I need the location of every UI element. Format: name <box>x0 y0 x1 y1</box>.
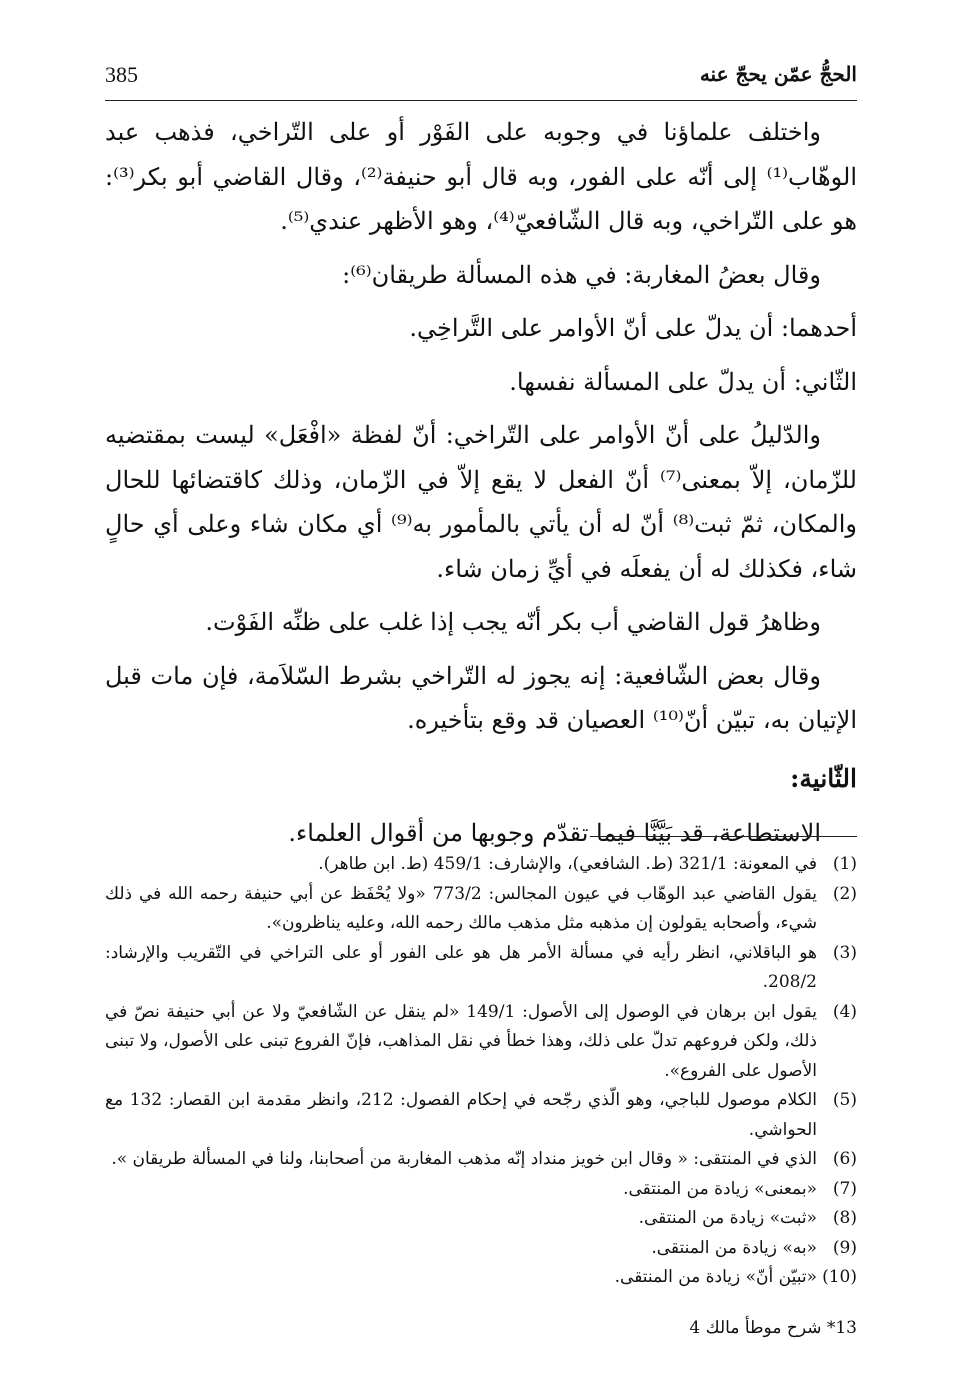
footnote <box>105 1234 857 1264</box>
paragraph-3: أحدهما: أن يدلّ على أنّ الأوامر على التَّراخِي. <box>409 314 857 342</box>
paragraph-7: وقال بعض الشّافعية: إنه يجوز له التّراخي بشرط السّلاَمة، فإن مات قبل الإتيان به، تبيّن أنّ⁽¹⁰⁾ العصيان قد وقع بتأخيره. <box>105 661 857 734</box>
footnote-number: (2) <box>832 883 857 904</box>
footnote-number: (9) <box>832 1237 857 1258</box>
footnote-text: «ثبت» زيادة من المنتقى. <box>638 1208 817 1228</box>
page-number: 385 <box>105 62 138 87</box>
footnote <box>105 1204 857 1234</box>
paragraph-2: وقال بعضُ المغاربة: في هذه المسألة طريقان⁽⁶⁾: <box>342 260 821 289</box>
footnote <box>105 850 857 880</box>
footnote <box>105 939 857 998</box>
footnote-text: الكلام موصول للباجي، وهو الّذي رجّحه في إحكام الفصول: 212، وانظر مقدمة ابن القصار: 132 مع الحواشي. <box>105 1090 817 1140</box>
footnote-text: «به» زيادة من المنتقى. <box>651 1237 817 1258</box>
footnote-number: (4) <box>832 1001 857 1022</box>
paragraph-5: والدّليلُ على أنّ الأوامر على التّراخي: أنّ لفظة «افْعَل» ليست بمقتضيه للزّمان، إلاّ بمعنى⁽⁷⁾ أنّ الفعل لا يقع إلاّ في الزّمان، وذلك كاقتضائها للحال والمكان، ثمّ ثبت⁽⁸⁾ أنّ له أن يأتي بالمأمور به⁽⁹⁾ أي مكان شاء وعلى أي حالٍ شاء، فكذلك له أن يفعلَه في أيِّ زمان شاء. <box>105 421 857 583</box>
footnote-text: هو الباقلاني، انظر رأيه في مسألة الأمر هل هو على الفور أو على التراخي في التّقريب والإرشاد: 208/2. <box>105 942 817 992</box>
footnote-text: «بمعنى» زيادة من المنتقى. <box>623 1178 817 1199</box>
footnote-number: (6) <box>832 1149 857 1169</box>
footnote-text: في المعونة: 321/1 (ط. الشافعي)، والإشارف: 459/1 (ط. ابن طاهر). <box>318 854 817 874</box>
footnote-number: (3) <box>832 942 857 963</box>
footnote <box>105 1263 857 1293</box>
footnote-text: يقول القاضي عبد الوهّاب في عيون المجالس: 773/2 «ولا يُحْفَظ عن أبي حنيفة رحمه الله في ذلك شيء، وأصحابه يقولون إن مذهبه مثل مذهب مالك رحمه الله، وعليه يناظرون». <box>105 883 817 933</box>
footnote <box>105 1086 857 1145</box>
signature-mark: 13* شرح موطأ مالك 4 <box>689 1318 857 1338</box>
footnote-number: (7) <box>832 1178 857 1199</box>
footnote-number: (8) <box>832 1208 857 1228</box>
footnote <box>105 998 857 1087</box>
footnote-divider <box>590 836 857 837</box>
footnote <box>105 880 857 939</box>
footnote <box>105 1175 857 1205</box>
footnote-text: الذي في المنتقى: « وقال ابن خويز منداد إنّه مذهب المغاربة من أصحابنا، ولنا في المسألة طريقان ». <box>111 1149 817 1169</box>
footnote <box>105 1145 857 1175</box>
footnote-number: (5) <box>832 1090 857 1110</box>
main-text <box>105 110 857 856</box>
running-header <box>105 62 857 98</box>
footnote-number: (10) <box>822 1267 857 1287</box>
paragraph-6: وظاهرُ قول القاضي أب بكر أنّه يجب إذا غلب على ظنِّه الفَوْت. <box>205 608 821 636</box>
footnotes <box>105 850 857 1293</box>
section-heading: الثّانية: <box>790 763 857 793</box>
footnote-text: «تبيّن أنّ» زيادة من المنتقى. <box>614 1267 817 1287</box>
paragraph-8: الاستطاعة، قد بَيَّنَّا فيما تقدّم وجوبها من أقوال العلماء. <box>288 819 821 847</box>
running-title: الحجُّ عمّن يحجّ عنه <box>699 62 857 86</box>
footnote-text: يقول ابن برهان في الوصول إلى الأصول: 149/1 «لم ينقل عن الشّافعيّ ولا عن أبي حنيفة نصّ في ذلك، ولكن فروعهم تدلّ على ذلك، وهذا خطأ في نقل المذاهب، فإنّ الفروع تبنى على الأصول، ولا تبنى الأصول على الفروع». <box>105 1001 817 1081</box>
paragraph-4: الثّاني: أن يدلّ على المسألة نفسها. <box>509 367 857 396</box>
footnote-number: (1) <box>832 854 857 874</box>
header-divider <box>105 100 857 101</box>
paragraph-1: واختلف علماؤنا في وجوبه على الفَوْر أو على التّراخي، فذهب عبد الوهّاب⁽¹⁾ إلى أنّه على الفور، وبه قال أبو حنيفة⁽²⁾، وقال القاضي أبو بكر⁽³⁾: هو على التّراخي، وبه قال الشّافعيّ⁽⁴⁾، وهو الأظهر عندي⁽⁵⁾. <box>105 118 857 235</box>
